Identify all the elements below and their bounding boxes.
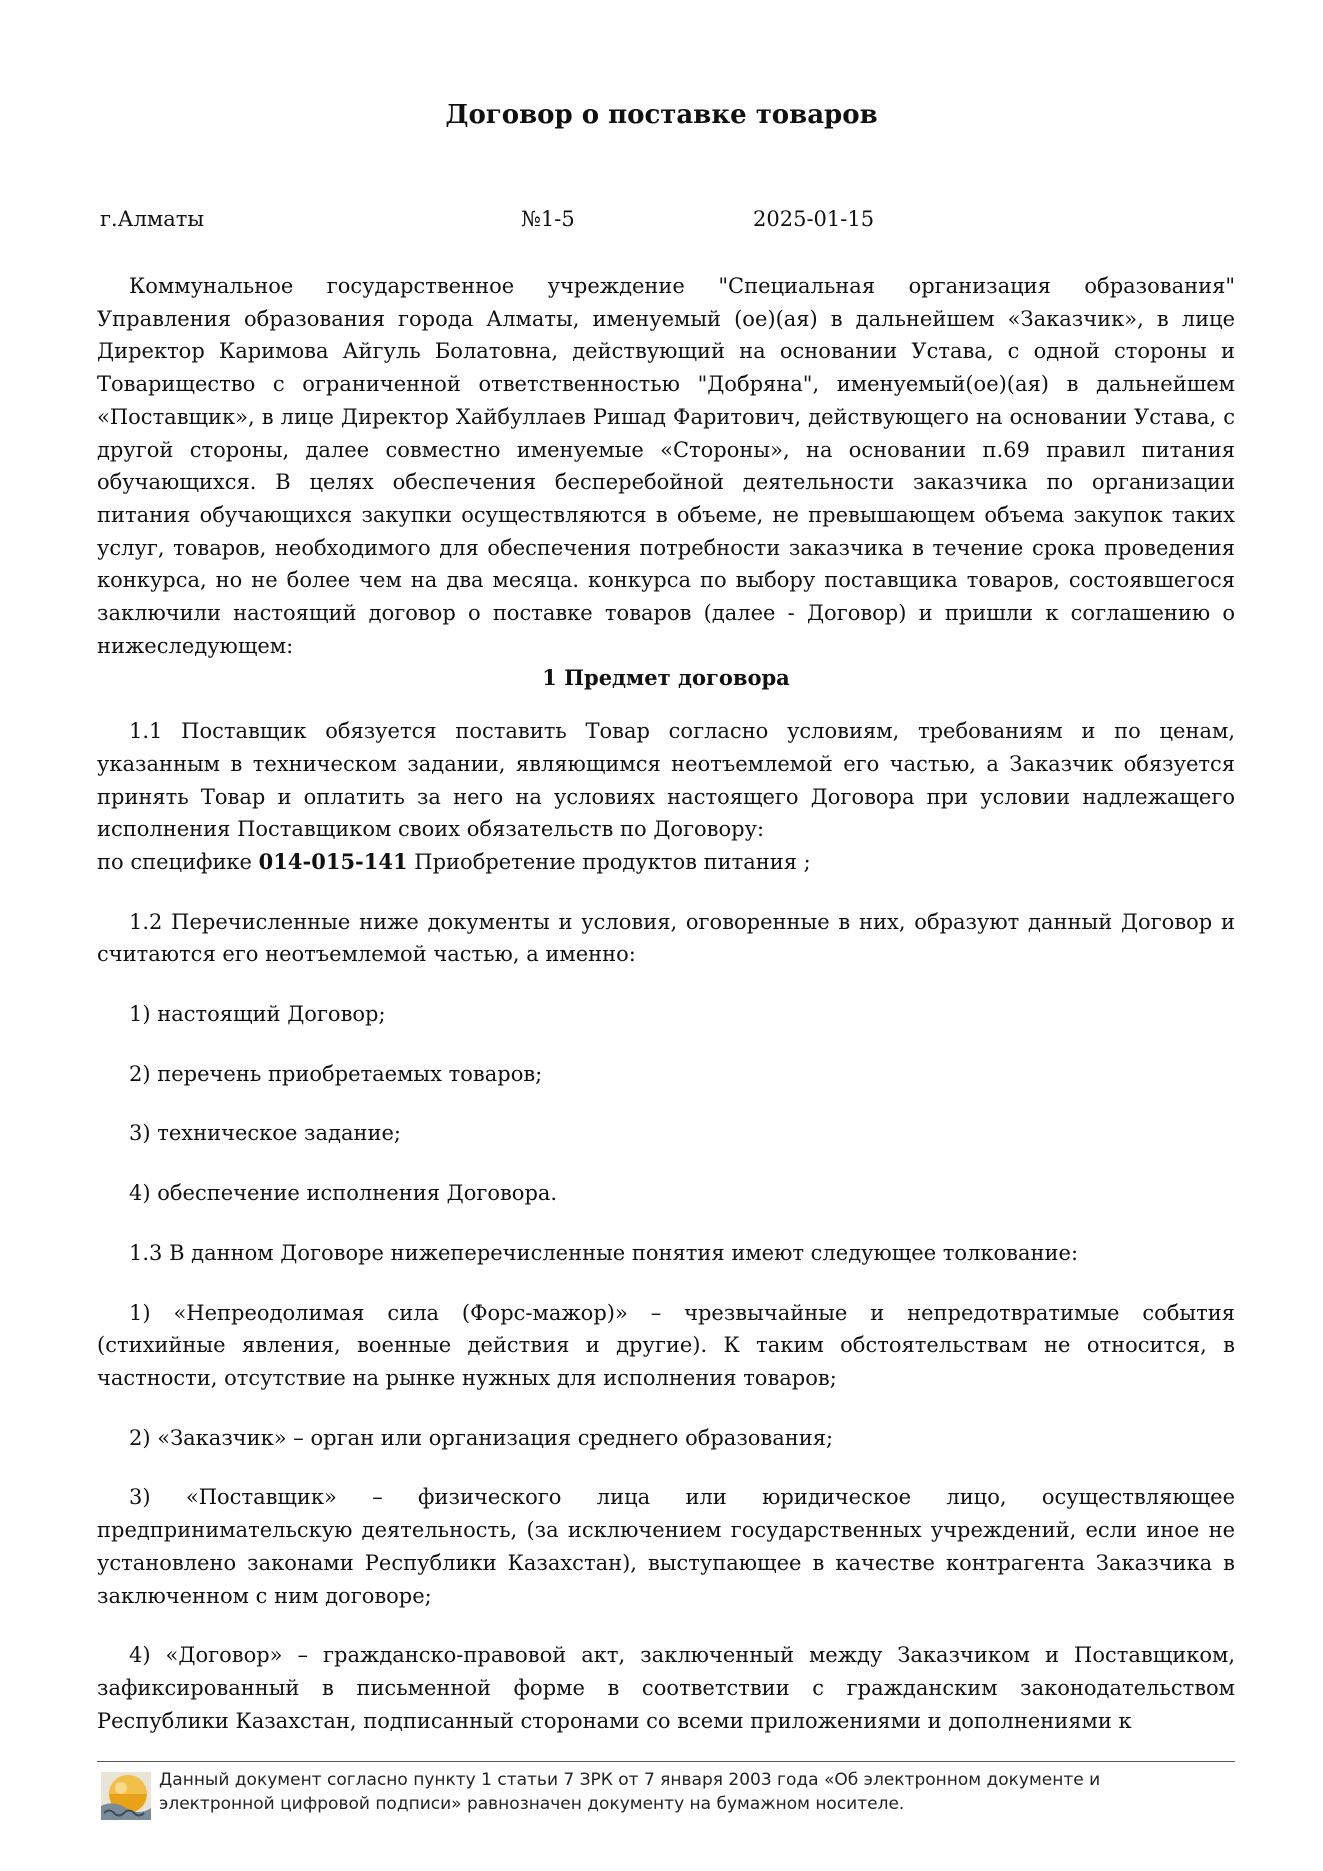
spec-suffix: Приобретение продуктов питания ; (407, 849, 811, 874)
footer (97, 1768, 1235, 1828)
term-item: 3) «Поставщик» – физического лица или юридическое лицо, осуществляющее предпринимательскую деятельность, (за исключением государственных учреждений, если иное не установлено законами Республики Казахстан), выступающее в качестве контрагента Заказчика в заключенном с ним договоре; (97, 1485, 1235, 1608)
footer-line-1: Данный документ согласно пункту 1 статьи 7 ЗРК от 7 января 2003 года «Об электронном документе и (159, 1770, 1101, 1790)
clause-1-2: 1.2 Перечисленные ниже документы и условия, оговоренные в них, образуют данный Договор и считаются его неотъемлемой частью, а именно: (97, 909, 1235, 967)
doc-list-item: 2) перечень приобретаемых товаров; (129, 1061, 543, 1086)
doc-list-item: 4) обеспечение исполнения Договора. (129, 1181, 558, 1206)
term-item: 4) «Договор» – гражданско-правовой акт, заключенный между Заказчиком и Поставщиком, зафиксированный в письменной форме в соответствии с гражданским законодательством Республики Казахстан, подписанный сторонами со всеми приложениями и дополнениями к (97, 1643, 1235, 1733)
contract-number: №1-5 (521, 207, 575, 231)
document-body (97, 270, 1235, 1737)
signature-logo-icon (101, 1772, 151, 1820)
clause-1-3: 1.3 В данном Договоре нижеперечисленные понятия имеют следующее толкование: (129, 1240, 1079, 1265)
section-title: 1 Предмет договора (542, 665, 790, 691)
doc-list-item: 3) техническое задание; (129, 1121, 401, 1146)
footer-notice (159, 1768, 1235, 1816)
term-item: 1) «Непреодолимая сила (Форс-мажор)» – чрезвычайные и непредотвратимые события (стихийные явления, военные действия и другие). К таким обстоятельствам не относится, в частности, отсутствие на рынке нужных для исполнения товаров; (97, 1300, 1235, 1390)
document-title: Договор о поставке товаров (445, 100, 878, 130)
specification-line (97, 846, 1235, 879)
term-item: 2) «Заказчик» – орган или организация среднего образования; (129, 1425, 834, 1450)
spec-prefix: по специфике (97, 849, 259, 874)
footer-line-2: электронной цифровой подписи» равнозначен документу на бумажном носителе. (159, 1794, 905, 1814)
doc-list-item: 1) настоящий Договор; (129, 1002, 386, 1027)
clause-1-1: 1.1 Поставщик обязуется поставить Товар согласно условиям, требованиям и по ценам, указанным в техническом задании, являющимся неотъемлемой его частью, а Заказчик обязуется принять Товар и оплатить за него на условиях настоящего Договора при условии надлежащего исполнения Поставщиком своих обязательств по Договору: (97, 719, 1235, 842)
footer-divider (97, 1761, 1235, 1762)
spec-code: 014-015-141 (258, 848, 408, 874)
city: г.Алматы (100, 207, 205, 231)
preamble: Коммунальное государственное учреждение "Специальная организация образования" Управления образования города Алматы, именуемый (ое)(ая) в дальнейшем «Заказчик», в лице Директор Каримова Айгуль Болатовна, действующий на основании Устава, с одной стороны и Товарищество с ограниченной ответственностью "Добряна", именуемый(ое)(ая) в дальнейшем «Поставщик», в лице Директор Хайбуллаев Ришад Фаритович, действующего на основании Устава, с другой стороны, далее совместно именуемые «Стороны», на основании п.69 правил питания обучающихся. В целях обеспечения бесперебойной деятельности заказчика по организации питания обучающихся закупки осуществляются в объеме, не превышающем объема закупок таких услуг, товаров, необходимого для обеспечения потребности заказчика в течение срока проведения конкурса, но не более чем на два месяца. конкурса по выбору поставщика товаров, состоявшегося заключили настоящий договор о поставке товаров (далее - Договор) и пришли к соглашению о нижеследующем: (97, 274, 1235, 658)
contract-date: 2025-01-15 (753, 207, 875, 231)
